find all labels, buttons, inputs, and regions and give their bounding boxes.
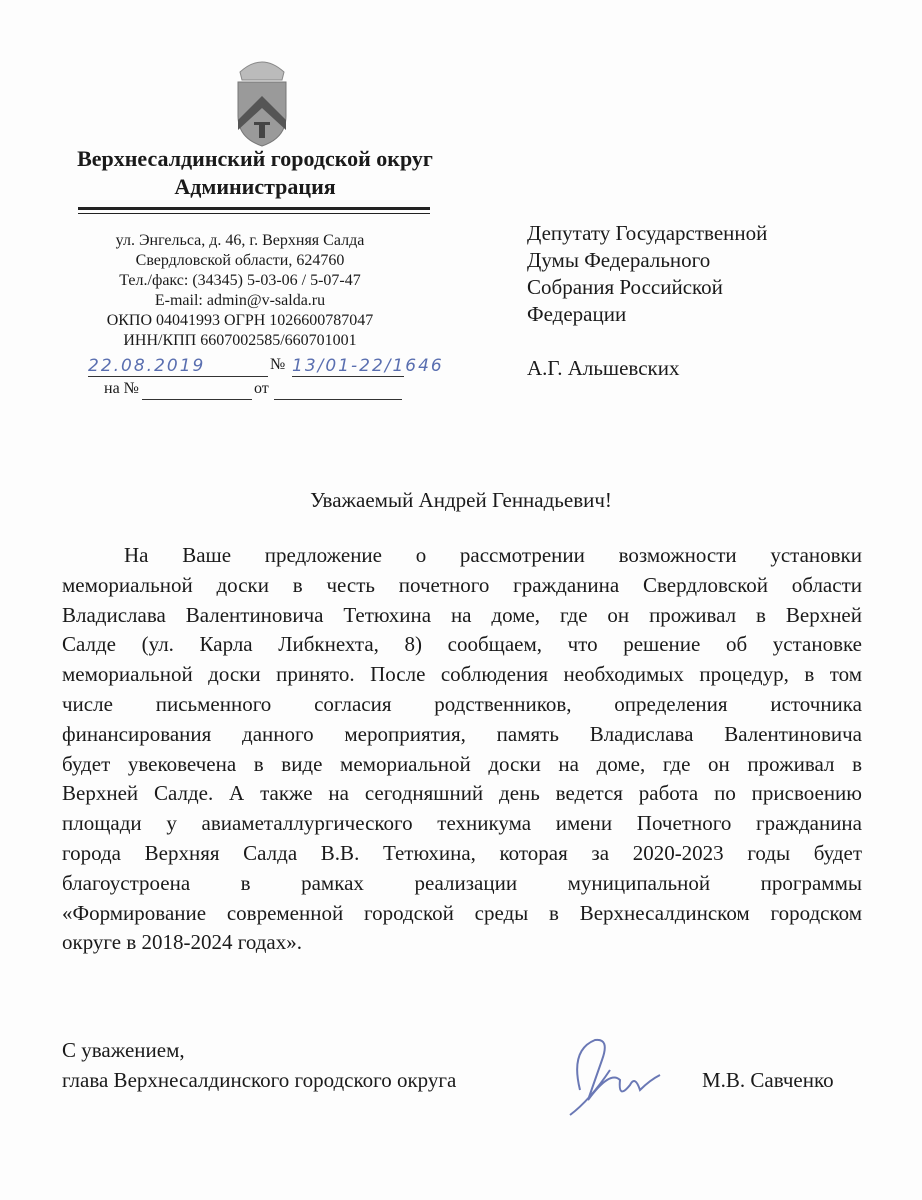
body-line: будет увековечена в виде мемориальной доски на доме, где он проживал в [62, 751, 862, 776]
body-line: финансирования данного мероприятия, память Владислава Валентиновича [62, 721, 862, 746]
recipient-name: А.Г. Альшевских [527, 356, 680, 380]
okpo-line: ОКПО 04041993 ОГРН 1026600787047 [106, 312, 374, 329]
coat-of-arms-emblem [232, 50, 292, 150]
recipient-title-line: Думы Федерального [527, 248, 711, 272]
date-field [88, 356, 268, 377]
body-line: благоустроена в рамках реализации муниципальной программы [62, 870, 862, 895]
body-line: площади у авиаметаллургического техникума имени Почетного гражданина [62, 811, 862, 836]
salutation: Уважаемый Андрей Геннадьевич! [310, 488, 612, 512]
ref-date-field [274, 382, 402, 400]
handwritten-signature [540, 1030, 690, 1120]
letterhead-divider-thin [78, 213, 430, 214]
org-unit: Администрация [174, 174, 336, 199]
recipient-title-line: Депутату Государственной [527, 221, 768, 245]
body-line: округе в 2018-2024 годах». [62, 930, 302, 955]
number-field [292, 356, 444, 377]
body-line: На Ваше предложение о рассмотрении возможности установки [124, 543, 862, 567]
email-line: E-mail: admin@v-salda.ru [154, 292, 326, 309]
number-handwritten: 13/01-22/1646 [292, 356, 444, 376]
body-line: мемориальной доски принято. После соблюдения необходимых процедур, в том [62, 662, 862, 687]
letter-body [62, 541, 862, 958]
body-line: Верхней Салде. А также на сегодняшний день ведется работа по присвоению [62, 781, 862, 806]
closing-regards: С уважением, [62, 1038, 185, 1062]
signer-position: глава Верхнесалдинского городского округа [62, 1068, 457, 1092]
date-handwritten: 22.08.2019 [88, 356, 206, 376]
org-name: Верхнесалдинский городской округ [77, 146, 433, 171]
inn-line: ИНН/КПП 6607002585/660701001 [123, 332, 357, 349]
ref-label: на № [104, 380, 139, 397]
body-line: Салде (ул. Карла Либкнехта, 8) сообщаем, что решение об установке [62, 632, 862, 657]
recipient-title-line: Собрания Российской [527, 275, 723, 299]
recipient-block [527, 220, 767, 382]
body-line: города Верхняя Салда В.В. Тетюхина, которая за 2020-2023 годы будет [62, 840, 862, 865]
letterhead-divider [78, 207, 430, 210]
from-label: от [254, 380, 269, 397]
ref-number-field [142, 382, 252, 400]
body-line: Владислава Валентиновича Тетюхина на доме, где он проживал в Верхней [62, 602, 862, 627]
address-line: ул. Энгельса, д. 46, г. Верхняя Салда [115, 232, 365, 249]
address-line: Свердловской области, 624760 [135, 252, 345, 269]
body-line: «Формирование современной городской среды в Верхнесалдинском городском [62, 900, 862, 925]
signer-name: М.В. Савченко [702, 1068, 834, 1092]
phone-line: Тел./факс: (34345) 5-03-06 / 5-07-47 [119, 272, 361, 289]
letterhead-address [60, 231, 420, 351]
body-line: числе письменного согласия родственников, определения источника [62, 691, 862, 716]
number-label: № [270, 356, 286, 373]
recipient-title-line: Федерации [527, 302, 627, 326]
body-line: мемориальной доски в честь почетного гражданина Свердловской области [62, 572, 862, 597]
